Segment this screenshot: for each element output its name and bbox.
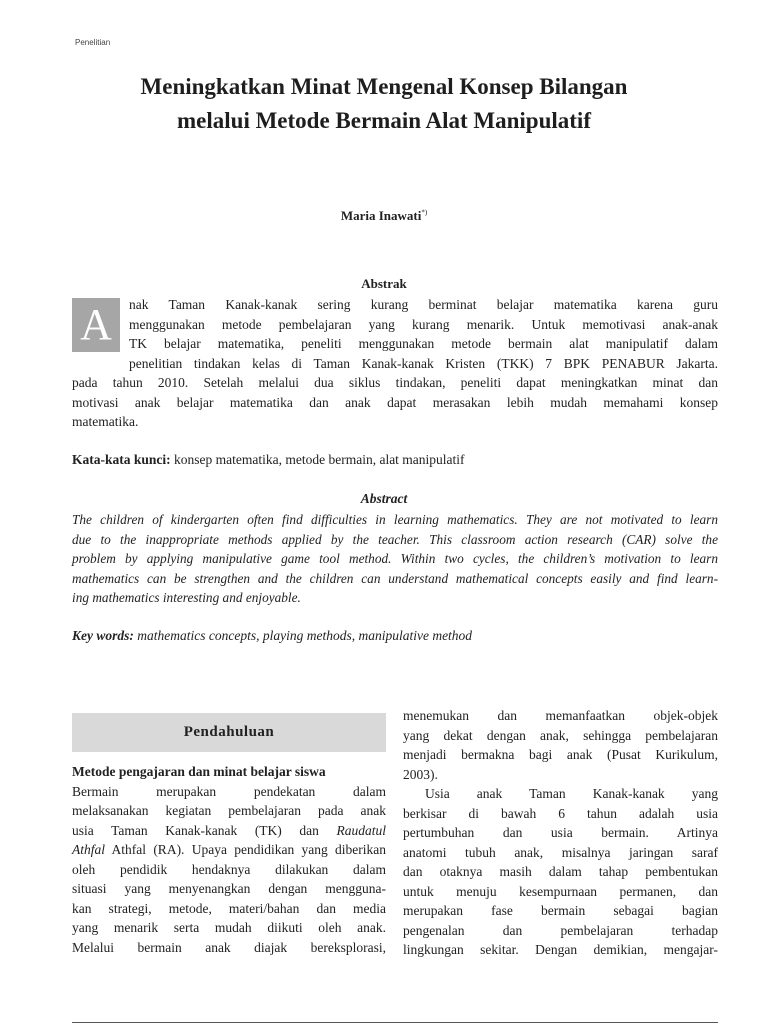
athfal-term: Athfal [72, 842, 105, 857]
kata-kunci [72, 452, 465, 468]
left-col-text: Athfal (RA). Upaya pendidikan yang diberikan [111, 842, 386, 857]
raudatul-term: Raudatul [336, 823, 386, 838]
left-col-line: yang menarik serta mudah diikuti oleh anak. [72, 920, 386, 935]
right-col-line: yang dekat dengan anak, sehingga pembelajaran [403, 728, 718, 743]
right-col-line: menjadi bermakna bagi anak (Pusat Kurikulum, [403, 747, 718, 762]
left-col-text: usia Taman Kanak-kanak (TK) dan [72, 823, 337, 838]
left-col-line: Melalui bermain anak diajak bereksplorasi, [72, 940, 386, 955]
title-line-2: melalui Metode Bermain Alat Manipulatif [177, 108, 591, 133]
right-col-line: menemukan dan memanfaatkan objek-objek [403, 708, 718, 723]
kata-kunci-label: Kata-kata kunci: [72, 452, 171, 467]
section-subheading: Metode pengajaran dan minat belajar siswa [72, 764, 326, 779]
right-col-line: pertumbuhan dan usia bermain. Artinya [403, 825, 718, 840]
author [0, 208, 768, 224]
abstract-line: ing mathematics interesting and enjoyable. [72, 590, 301, 605]
abstract-heading: Abstract [360, 491, 408, 506]
abstract-line: mathematics can be strengthen and the children can understand mathematical concepts easily and find learn- [72, 571, 718, 586]
abstract-line: due to the inappropriate methods applied by the teacher. This classroom action research (CAR) solve the [72, 532, 718, 547]
left-col-line: kan strategi, metode, materi/bahan dan media [72, 901, 386, 916]
abstrak-line: menggunakan metode pembelajaran yang kurang menarik. Untuk memotivasi anak-anak [129, 317, 718, 332]
abstrak-line: penelitian tindakan kelas di Taman Kanak-kanak Kristen (TKK) 7 BPK PENABUR Jakarta. [129, 356, 718, 371]
right-col-line: lingkungan sekitar. Dengan demikian, mengajar- [403, 942, 718, 957]
right-col-line: berkisar di bawah 6 tahun adalah usia [403, 806, 718, 821]
right-col-line: dan otaknya masih dalam tahap pembentukan [403, 864, 718, 879]
key-words-text: mathematics concepts, playing methods, manipulative method [133, 628, 473, 643]
footer-rule [72, 1022, 718, 1023]
right-col-line: anatomi tubuh anak, misalnya jaringan saraf [403, 845, 718, 860]
author-footnote-mark: *) [421, 208, 428, 217]
right-col-line: pengenalan dan pembelajaran terhadap [403, 923, 718, 938]
key-words [72, 628, 472, 644]
section-heading-pendahuluan: Pendahuluan [72, 713, 386, 752]
kata-kunci-text: konsep matematika, metode bermain, alat manipulatif [170, 452, 465, 467]
abstrak-line: matematika. [72, 414, 139, 429]
abstrak-line: motivasi anak belajar matematika dan anak dapat merasakan lebih mudah memahami konsep [72, 395, 718, 410]
left-col-line: situasi yang menyenangkan dengan mengguna- [72, 881, 386, 896]
key-words-label: Key words: [72, 628, 134, 643]
running-head: Penelitian [75, 38, 111, 47]
left-col-line: oleh pendidik hendaknya dilakukan dalam [72, 862, 386, 877]
right-col-line: 2003). [403, 767, 438, 782]
abstrak-line: nak Taman Kanak-kanak sering kurang berminat belajar matematika karena guru [129, 297, 718, 312]
right-col-line: merupakan fase bermain sebagai bagian [403, 903, 718, 918]
author-name: Maria Inawati [340, 208, 422, 223]
title-line-1: Meningkatkan Minat Mengenal Konsep Bilangan [140, 74, 628, 99]
left-col-line [72, 821, 386, 840]
drop-cap: A [72, 298, 120, 352]
paper-title [40, 70, 728, 138]
abstract-line: problem by applying manipulative game tool method. Within two cycles, the children’s motivation to learn [72, 551, 718, 566]
abstract-line: The children of kindergarten often find difficulties in learning mathematics. They are not motivated to learn [72, 512, 718, 527]
abstrak-heading: Abstrak [361, 276, 407, 291]
right-col-line: Usia anak Taman Kanak-kanak yang [425, 786, 718, 801]
abstrak-line: TK belajar matematika, peneliti menggunakan metode bermain alat manipulatif dalam [129, 336, 718, 351]
left-col-line: melaksanakan kegiatan pembelajaran pada anak [72, 803, 386, 818]
left-col-line [72, 840, 386, 859]
left-col-line: Bermain merupakan pendekatan dalam [72, 784, 386, 799]
abstrak-line: pada tahun 2010. Setelah melalui dua siklus tindakan, peneliti dapat meningkatkan minat dan [72, 375, 718, 390]
right-col-line: untuk menuju kesempurnaan permanen, dan [403, 884, 718, 899]
